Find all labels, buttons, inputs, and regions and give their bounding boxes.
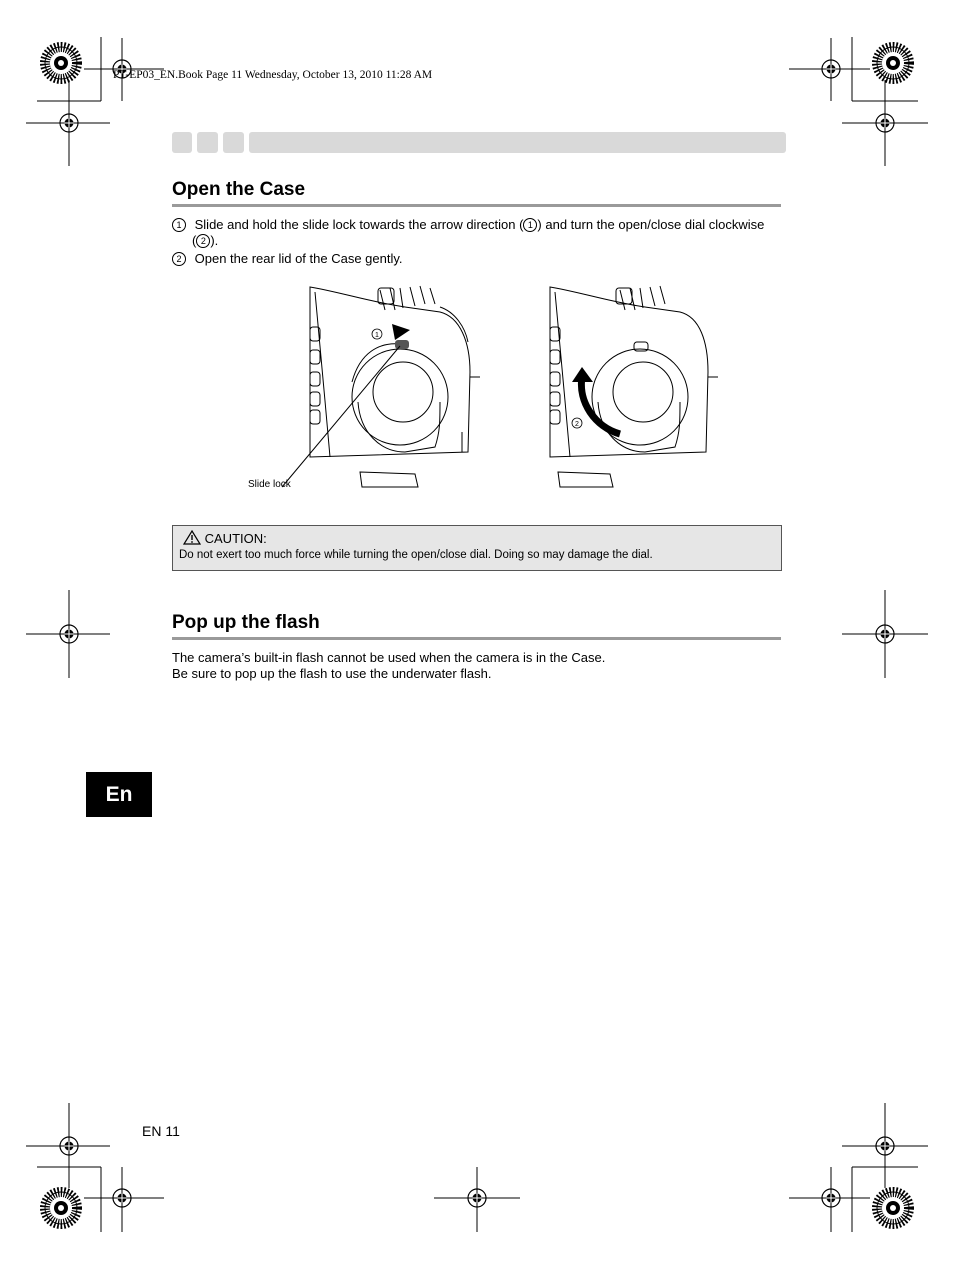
step-marker: 2 [172, 252, 186, 266]
figure-slide-lock [240, 282, 490, 492]
step-marker: 1 [172, 218, 186, 232]
chapter-bar-block-2 [197, 132, 218, 153]
language-tab: En [86, 772, 152, 817]
step-1: 1 Slide and hold the slide lock towards the arrow direction ( 1 ) and turn the open/close dial clockwise ( 2 ). [172, 217, 784, 249]
warning-triangle-icon [183, 530, 201, 545]
chapter-bar-block-3 [223, 132, 244, 153]
section-rule [172, 204, 781, 207]
flash-paragraph-line-1: The camera’s built-in flash cannot be used when the camera is in the Case. [172, 650, 606, 665]
step-2: 2 Open the rear lid of the Case gently. [172, 251, 403, 267]
callout-2: 2 [575, 421, 579, 428]
caution-text: Do not exert too much force while turning the open/close dial. Doing so may damage the dial. [179, 549, 653, 561]
caution-label: CAUTION: [204, 531, 267, 546]
section-rule [172, 637, 781, 640]
section-title-open-case: Open the Case [172, 179, 306, 200]
section-title-pop-up-flash: Pop up the flash [172, 612, 320, 633]
chapter-bar [249, 132, 786, 153]
running-header: PT-EP03_EN.Book Page 11 Wednesday, October 13, 2010 11:28 AM [113, 69, 433, 81]
caution-heading [183, 530, 267, 546]
figure-turn-dial [540, 282, 740, 492]
flash-paragraph-line-2: Be sure to pop up the flash to use the underwater flash. [172, 666, 492, 681]
caution-box [172, 525, 782, 571]
callout-1: 1 [375, 332, 379, 339]
chapter-bar-block-1 [172, 132, 192, 153]
figure-caption-slide-lock: Slide lock [248, 479, 291, 490]
page-number: EN 11 [142, 1123, 180, 1139]
